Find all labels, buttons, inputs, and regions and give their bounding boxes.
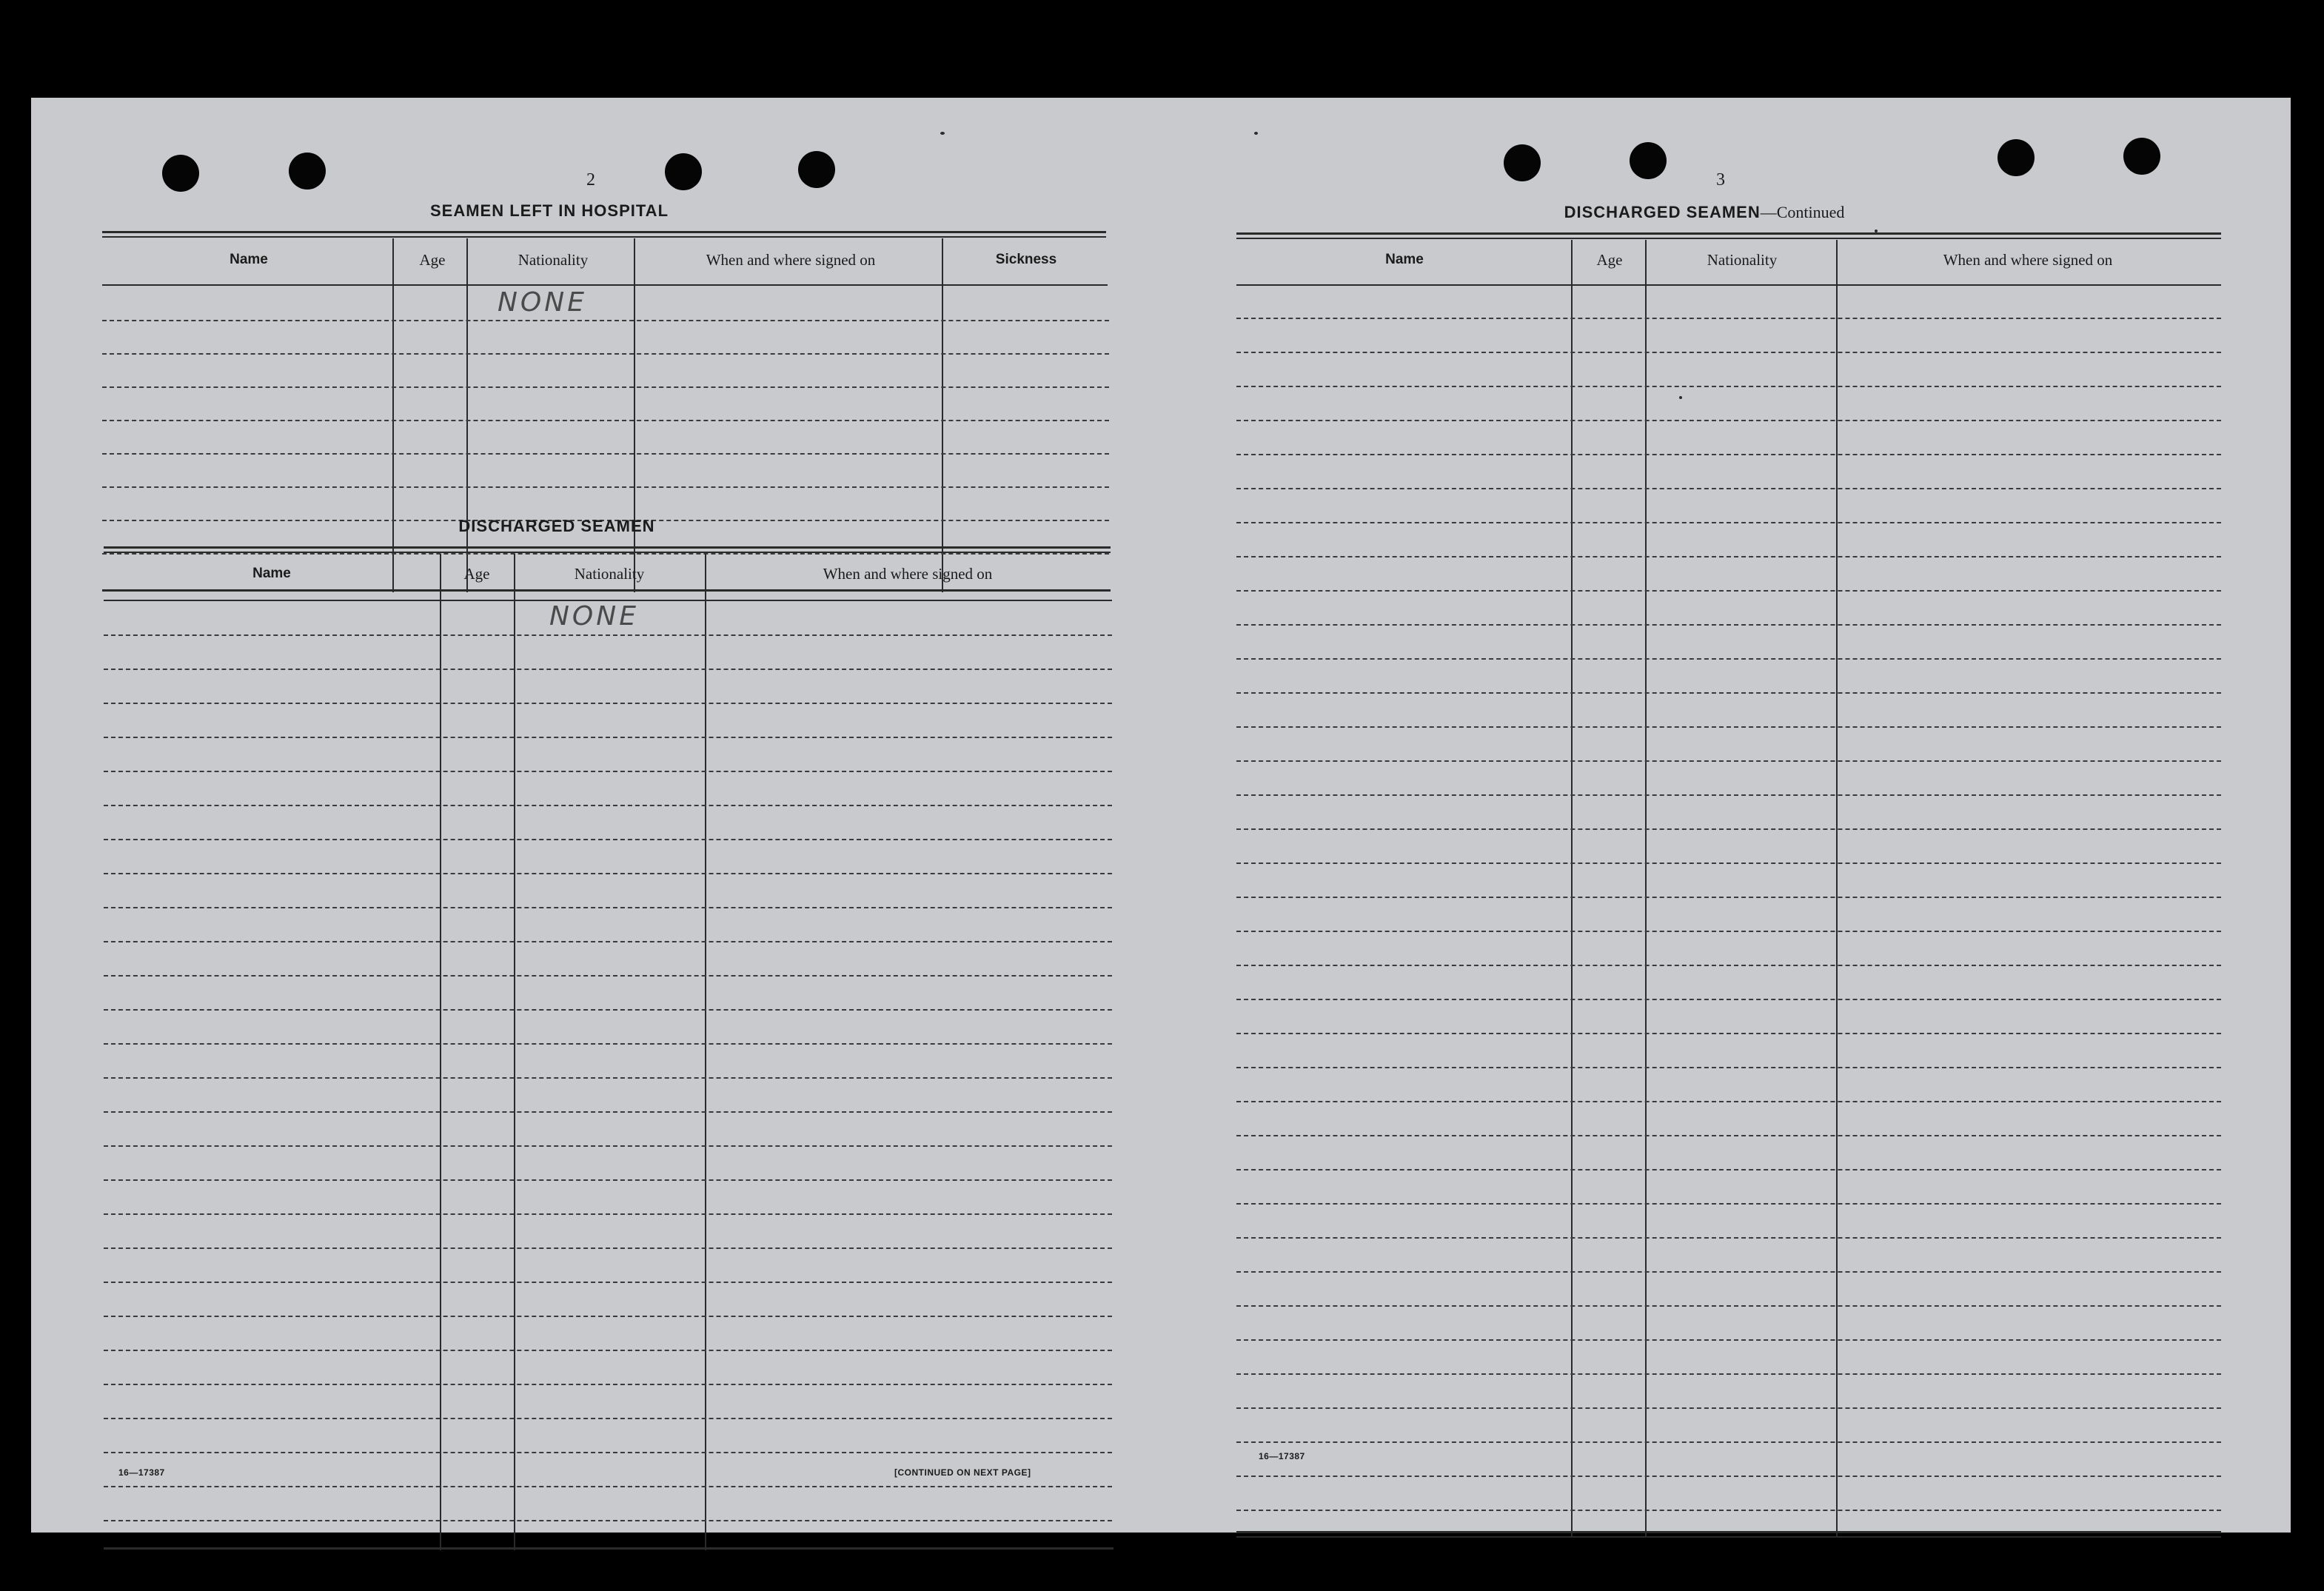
column-header-nationality: Nationality <box>518 251 589 269</box>
entry-line <box>1236 318 2221 319</box>
entry-line <box>104 1145 1112 1147</box>
handwritten-entry: NONE <box>498 287 587 318</box>
punch-hole <box>289 153 326 190</box>
continued-note: [CONTINUED ON NEXT PAGE] <box>894 1467 1031 1478</box>
entry-line <box>1236 454 2221 455</box>
entry-line <box>1236 863 2221 864</box>
entry-line <box>1236 760 2221 762</box>
column-divider <box>1836 240 1838 1537</box>
entry-line <box>1236 1407 2221 1409</box>
entry-line <box>1236 1135 2221 1136</box>
entry-line <box>1236 1476 2221 1477</box>
entry-line <box>1236 1067 2221 1068</box>
header-bottom-rule <box>102 284 1108 286</box>
header-bottom-rule <box>1236 284 2221 286</box>
punch-hole <box>1504 144 1541 181</box>
entry-line <box>104 634 1112 636</box>
entry-line <box>104 1384 1112 1385</box>
column-header-signed-on: When and where signed on <box>706 251 876 269</box>
entry-line <box>1236 1271 2221 1273</box>
entry-line <box>1236 931 2221 932</box>
table-bottom-rule <box>104 1547 1114 1550</box>
entry-line <box>104 1009 1112 1011</box>
entry-line <box>1236 1373 2221 1375</box>
document-sheet <box>31 98 2291 1533</box>
entry-line <box>104 1316 1112 1317</box>
entry-line <box>104 873 1112 874</box>
entry-line <box>1236 1033 2221 1034</box>
entry-line <box>104 1179 1112 1181</box>
entry-line <box>1236 1339 2221 1341</box>
column-header-name: Name <box>1385 252 1424 267</box>
entry-line <box>104 1213 1112 1215</box>
speck <box>1679 396 1682 399</box>
punch-hole <box>2123 138 2160 175</box>
speck <box>1254 132 1258 135</box>
form-number: 16—17387 <box>118 1467 165 1478</box>
entry-line <box>104 1247 1112 1249</box>
entry-line <box>1236 488 2221 489</box>
section-title-hospital: SEAMEN LEFT IN HOSPITAL <box>429 201 669 220</box>
entry-line <box>1236 522 2221 523</box>
entry-line <box>1236 624 2221 626</box>
page-number: 3 <box>1716 170 1725 190</box>
punch-hole <box>1630 142 1667 179</box>
table-top-rule <box>102 236 1106 238</box>
entry-line <box>1236 692 2221 694</box>
entry-line <box>102 353 1109 355</box>
column-header-signed-on: When and where signed on <box>1943 251 2113 269</box>
entry-line <box>1236 965 2221 966</box>
column-header-nationality: Nationality <box>1707 251 1778 269</box>
form-number: 16—17387 <box>1259 1451 1305 1461</box>
column-divider <box>1571 240 1573 1537</box>
entry-line <box>104 771 1112 772</box>
column-header-name: Name <box>230 252 268 267</box>
entry-line <box>1236 1305 2221 1307</box>
entry-line <box>1236 1510 2221 1511</box>
table-bottom-rule <box>102 589 1111 592</box>
punch-hole <box>665 153 702 190</box>
entry-line <box>102 420 1109 421</box>
section-title-discharged: DISCHARGED SEAMEN <box>458 517 655 535</box>
entry-line <box>102 386 1109 388</box>
entry-line <box>104 1077 1112 1079</box>
entry-line <box>1236 352 2221 353</box>
table-top-rule <box>104 552 1111 553</box>
column-header-age: Age <box>1596 251 1623 269</box>
entry-line <box>102 486 1109 488</box>
table-bottom-rule <box>1236 1531 2221 1533</box>
entry-line <box>1236 590 2221 592</box>
speck <box>940 132 945 135</box>
entry-line <box>104 669 1112 670</box>
column-divider <box>634 238 635 592</box>
section-title-text: DISCHARGED SEAMEN <box>1564 203 1761 221</box>
entry-line <box>1236 1203 2221 1205</box>
entry-line <box>104 1486 1112 1487</box>
entry-line <box>1236 1101 2221 1102</box>
entry-line <box>104 1520 1112 1521</box>
entry-line <box>1236 420 2221 421</box>
entry-line <box>104 975 1112 977</box>
handwritten-entry: NONE <box>549 601 639 632</box>
entry-line <box>1236 726 2221 728</box>
entry-line <box>104 839 1112 840</box>
entry-line <box>1236 897 2221 898</box>
entry-line <box>104 907 1112 908</box>
entry-line <box>1236 828 2221 830</box>
entry-line <box>104 941 1112 942</box>
entry-line <box>104 1282 1112 1283</box>
column-divider <box>466 238 468 592</box>
entry-line <box>104 1452 1112 1453</box>
entry-line <box>102 553 1109 555</box>
table-top-rule <box>104 546 1111 549</box>
entry-line <box>102 320 1109 321</box>
column-header-signed-on: When and where signed on <box>823 565 993 583</box>
table-top-rule <box>1236 238 2221 239</box>
entry-line <box>1236 658 2221 660</box>
entry-line <box>104 737 1112 738</box>
page-number: 2 <box>586 170 595 190</box>
entry-line <box>104 805 1112 806</box>
column-header-sickness: Sickness <box>995 252 1057 267</box>
punch-hole <box>798 151 835 188</box>
entry-line <box>1236 386 2221 387</box>
entry-line <box>104 1418 1112 1419</box>
entry-line <box>104 1043 1112 1045</box>
section-title-suffix: —Continued <box>1760 203 1845 221</box>
column-divider <box>942 238 943 592</box>
entry-line <box>1236 794 2221 796</box>
column-header-age: Age <box>419 251 446 269</box>
entry-line <box>104 1350 1112 1351</box>
section-title-discharged-continued <box>1482 203 1926 222</box>
punch-hole <box>162 155 199 192</box>
entry-line <box>1236 1169 2221 1170</box>
punch-hole <box>1997 139 2035 176</box>
table-top-rule <box>1236 232 2221 235</box>
entry-line <box>1236 999 2221 1000</box>
column-header-age: Age <box>463 565 490 583</box>
column-divider <box>392 238 394 592</box>
entry-line <box>104 1111 1112 1113</box>
column-header-nationality: Nationality <box>574 565 645 583</box>
table-bottom-rule <box>1236 1536 2221 1538</box>
column-header-name: Name <box>252 566 291 581</box>
entry-line <box>102 453 1109 455</box>
entry-line <box>1236 556 2221 557</box>
column-divider <box>1645 240 1647 1537</box>
entry-line <box>1236 1441 2221 1443</box>
entry-line <box>1236 1237 2221 1239</box>
table-top-rule <box>102 231 1106 233</box>
entry-line <box>104 703 1112 704</box>
